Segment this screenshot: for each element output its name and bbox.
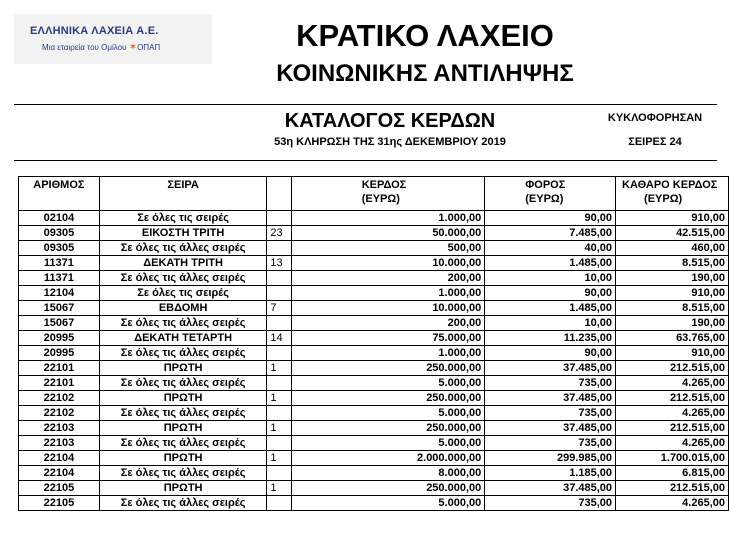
cell-series-number: 13 xyxy=(267,256,291,271)
cell-prize: 2.000.000,00 xyxy=(291,451,485,466)
cell-number: 09305 xyxy=(19,241,100,256)
cell-net: 8.515,00 xyxy=(616,256,729,271)
table-row xyxy=(19,346,729,361)
cell-prize: 250.000,00 xyxy=(291,361,485,376)
cell-series-number xyxy=(267,271,291,286)
cell-tax: 37.485,00 xyxy=(485,361,616,376)
page-title: ΚΡΑΤΙΚΟ ΛΑΧΕΙΟ xyxy=(296,18,554,53)
cell-prize: 10.000,00 xyxy=(291,256,485,271)
cell-net: 6.815,00 xyxy=(616,466,729,481)
col-net-header xyxy=(616,177,729,211)
cell-series: ΕΙΚΟΣΤΗ ΤΡΙΤΗ xyxy=(99,226,267,241)
table-row xyxy=(19,271,729,286)
cell-net: 4.265,00 xyxy=(616,436,729,451)
table-row xyxy=(19,301,729,316)
cell-tax: 735,00 xyxy=(485,496,616,511)
cell-prize: 200,00 xyxy=(291,316,485,331)
cell-net: 63.765,00 xyxy=(616,331,729,346)
cell-prize: 250.000,00 xyxy=(291,391,485,406)
cell-number: 22101 xyxy=(19,376,100,391)
cell-number: 22101 xyxy=(19,361,100,376)
cell-prize: 10.000,00 xyxy=(291,301,485,316)
cell-series: ΠΡΩΤΗ xyxy=(99,361,267,376)
cell-prize: 250.000,00 xyxy=(291,421,485,436)
cell-net: 8.515,00 xyxy=(616,301,729,316)
cell-prize: 5.000,00 xyxy=(291,376,485,391)
cell-tax: 10,00 xyxy=(485,316,616,331)
table-row xyxy=(19,241,729,256)
cell-series: Σε όλες τις σειρές xyxy=(99,286,267,301)
table-row xyxy=(19,286,729,301)
cell-series-number: 7 xyxy=(267,301,291,316)
table-row xyxy=(19,436,729,451)
cell-number: 02104 xyxy=(19,211,100,226)
tax-unit-text: (ΕΥΡΩ) xyxy=(525,193,564,205)
cell-number: 09305 xyxy=(19,226,100,241)
divider-top xyxy=(14,104,717,105)
table-row xyxy=(19,451,729,466)
cell-tax: 90,00 xyxy=(485,286,616,301)
cell-tax: 1.485,00 xyxy=(485,301,616,316)
cell-tax: 1.185,00 xyxy=(485,466,616,481)
table-row xyxy=(19,256,729,271)
cell-number: 22104 xyxy=(19,451,100,466)
table-row xyxy=(19,226,729,241)
cell-series: Σε όλες τις άλλες σειρές xyxy=(99,271,267,286)
cell-tax: 735,00 xyxy=(485,436,616,451)
prize-unit-text: (ΕΥΡΩ) xyxy=(361,193,400,205)
divider-bottom xyxy=(14,160,717,161)
opap-star-icon: ✶ xyxy=(128,42,138,53)
cell-prize: 5.000,00 xyxy=(291,436,485,451)
cell-net: 212.515,00 xyxy=(616,481,729,496)
cell-number: 22104 xyxy=(19,466,100,481)
prize-table xyxy=(18,176,729,511)
company-logo xyxy=(14,14,212,64)
cell-number: 22105 xyxy=(19,496,100,511)
cell-net: 460,00 xyxy=(616,241,729,256)
table-row xyxy=(19,361,729,376)
table-header-row xyxy=(19,177,729,211)
cell-number: 20995 xyxy=(19,346,100,361)
cell-prize: 250.000,00 xyxy=(291,481,485,496)
cell-series: ΠΡΩΤΗ xyxy=(99,481,267,496)
cell-number: 22103 xyxy=(19,436,100,451)
cell-series-number xyxy=(267,316,291,331)
logo-name: ΕΛΛΗΝΙΚΑ ΛΑΧΕΙΑ Α.Ε. xyxy=(30,25,159,37)
cell-series: ΕΒΔΟΜΗ xyxy=(99,301,267,316)
cell-net: 190,00 xyxy=(616,271,729,286)
cell-number: 15067 xyxy=(19,316,100,331)
table-row xyxy=(19,391,729,406)
cell-prize: 500,00 xyxy=(291,241,485,256)
cell-series-number: 1 xyxy=(267,481,291,496)
cell-number: 15067 xyxy=(19,301,100,316)
cell-number: 12104 xyxy=(19,286,100,301)
cell-prize: 1.000,00 xyxy=(291,346,485,361)
cell-net: 190,00 xyxy=(616,316,729,331)
cell-series: Σε όλες τις σειρές xyxy=(99,211,267,226)
table-row xyxy=(19,421,729,436)
cell-net: 42.515,00 xyxy=(616,226,729,241)
cell-net: 910,00 xyxy=(616,211,729,226)
net-header-text: ΚΑΘΑΡΟ ΚΕΡΔΟΣ xyxy=(622,179,718,191)
cell-series-number: 1 xyxy=(267,421,291,436)
cell-number: 11371 xyxy=(19,256,100,271)
cell-series-number xyxy=(267,496,291,511)
cell-prize: 75.000,00 xyxy=(291,331,485,346)
cell-tax: 1.485,00 xyxy=(485,256,616,271)
col-number-header: ΑΡΙΘΜΟΣ xyxy=(19,177,100,211)
cell-number: 22102 xyxy=(19,391,100,406)
cell-series-number: 14 xyxy=(267,331,291,346)
cell-number: 11371 xyxy=(19,271,100,286)
cell-tax: 37.485,00 xyxy=(485,421,616,436)
cell-series-number xyxy=(267,286,291,301)
cell-tax: 735,00 xyxy=(485,406,616,421)
cell-series: Σε όλες τις άλλες σειρές xyxy=(99,496,267,511)
cell-series-number: 23 xyxy=(267,226,291,241)
cell-series: Σε όλες τις άλλες σειρές xyxy=(99,376,267,391)
cell-prize: 1.000,00 xyxy=(291,211,485,226)
cell-number: 22105 xyxy=(19,481,100,496)
cell-series-number xyxy=(267,241,291,256)
cell-series-number xyxy=(267,436,291,451)
cell-number: 20995 xyxy=(19,331,100,346)
catalog-heading: ΚΑΤΑΛΟΓΟΣ ΚΕΡΔΩΝ xyxy=(284,110,496,132)
cell-series: ΠΡΩΤΗ xyxy=(99,451,267,466)
cell-tax: 11.235,00 xyxy=(485,331,616,346)
col-seriesnum-header xyxy=(267,177,291,211)
series-count: ΣΕΙΡΕΣ 24 xyxy=(628,136,682,148)
cell-series-number xyxy=(267,406,291,421)
cell-tax: 7.485,00 xyxy=(485,226,616,241)
cell-series: Σε όλες τις άλλες σειρές xyxy=(99,406,267,421)
col-series-header: ΣΕΙΡΑ xyxy=(99,177,267,211)
table-row xyxy=(19,211,729,226)
cell-series-number xyxy=(267,466,291,481)
cell-tax: 37.485,00 xyxy=(485,481,616,496)
cell-tax: 40,00 xyxy=(485,241,616,256)
cell-series: ΔΕΚΑΤΗ ΤΡΙΤΗ xyxy=(99,256,267,271)
logo-tagline-text: Μια εταιρεία του Ομίλου xyxy=(42,43,127,52)
cell-net: 4.265,00 xyxy=(616,376,729,391)
col-tax-header xyxy=(485,177,616,211)
cell-prize: 200,00 xyxy=(291,271,485,286)
cell-series: ΠΡΩΤΗ xyxy=(99,421,267,436)
cell-net: 4.265,00 xyxy=(616,406,729,421)
cell-tax: 90,00 xyxy=(485,346,616,361)
cell-tax: 735,00 xyxy=(485,376,616,391)
cell-series-number xyxy=(267,346,291,361)
cell-series: Σε όλες τις άλλες σειρές xyxy=(99,346,267,361)
cell-prize: 5.000,00 xyxy=(291,406,485,421)
cell-net: 4.265,00 xyxy=(616,496,729,511)
table-row xyxy=(19,331,729,346)
cell-net: 212.515,00 xyxy=(616,361,729,376)
cell-tax: 299.985,00 xyxy=(485,451,616,466)
cell-tax: 37.485,00 xyxy=(485,391,616,406)
cell-series: Σε όλες τις άλλες σειρές xyxy=(99,436,267,451)
page-subtitle: ΚΟΙΝΩΝΙΚΗΣ ΑΝΤΙΛΗΨΗΣ xyxy=(276,60,574,87)
cell-tax: 10,00 xyxy=(485,271,616,286)
cell-series: Σε όλες τις άλλες σειρές xyxy=(99,466,267,481)
table-row xyxy=(19,481,729,496)
logo-tagline xyxy=(42,42,160,53)
table-row xyxy=(19,316,729,331)
logo-brand: ΟΠΑΠ xyxy=(137,43,161,52)
cell-prize: 8.000,00 xyxy=(291,466,485,481)
cell-number: 22103 xyxy=(19,421,100,436)
table-row xyxy=(19,496,729,511)
cell-number: 22102 xyxy=(19,406,100,421)
cell-series: ΔΕΚΑΤΗ ΤΕΤΑΡΤΗ xyxy=(99,331,267,346)
cell-series-number xyxy=(267,376,291,391)
cell-net: 1.700.015,00 xyxy=(616,451,729,466)
cell-series: Σε όλες τις άλλες σειρές xyxy=(99,241,267,256)
cell-series-number: 1 xyxy=(267,391,291,406)
cell-series: ΠΡΩΤΗ xyxy=(99,391,267,406)
table-row xyxy=(19,406,729,421)
cell-prize: 5.000,00 xyxy=(291,496,485,511)
prize-header-text: ΚΕΡΔΟΣ xyxy=(361,179,407,191)
cell-series-number: 1 xyxy=(267,451,291,466)
cell-tax: 90,00 xyxy=(485,211,616,226)
cell-net: 910,00 xyxy=(616,346,729,361)
table-row xyxy=(19,466,729,481)
circulated-label: ΚΥΚΛΟΦΟΡΗΣΑΝ xyxy=(607,112,703,124)
net-unit-text: (ΕΥΡΩ) xyxy=(644,193,683,205)
draw-info: 53η ΚΛΗΡΩΣΗ ΤΗΣ 31ης ΔΕΚΕΜΒΡΙΟΥ 2019 xyxy=(274,136,506,148)
tax-header-text: ΦΟΡΟΣ xyxy=(525,179,566,191)
cell-net: 212.515,00 xyxy=(616,391,729,406)
cell-series-number xyxy=(267,211,291,226)
col-prize-header xyxy=(291,177,485,211)
cell-series: Σε όλες τις άλλες σειρές xyxy=(99,316,267,331)
cell-prize: 1.000,00 xyxy=(291,286,485,301)
cell-series-number: 1 xyxy=(267,361,291,376)
cell-prize: 50.000,00 xyxy=(291,226,485,241)
cell-net: 910,00 xyxy=(616,286,729,301)
table-row xyxy=(19,376,729,391)
cell-net: 212.515,00 xyxy=(616,421,729,436)
